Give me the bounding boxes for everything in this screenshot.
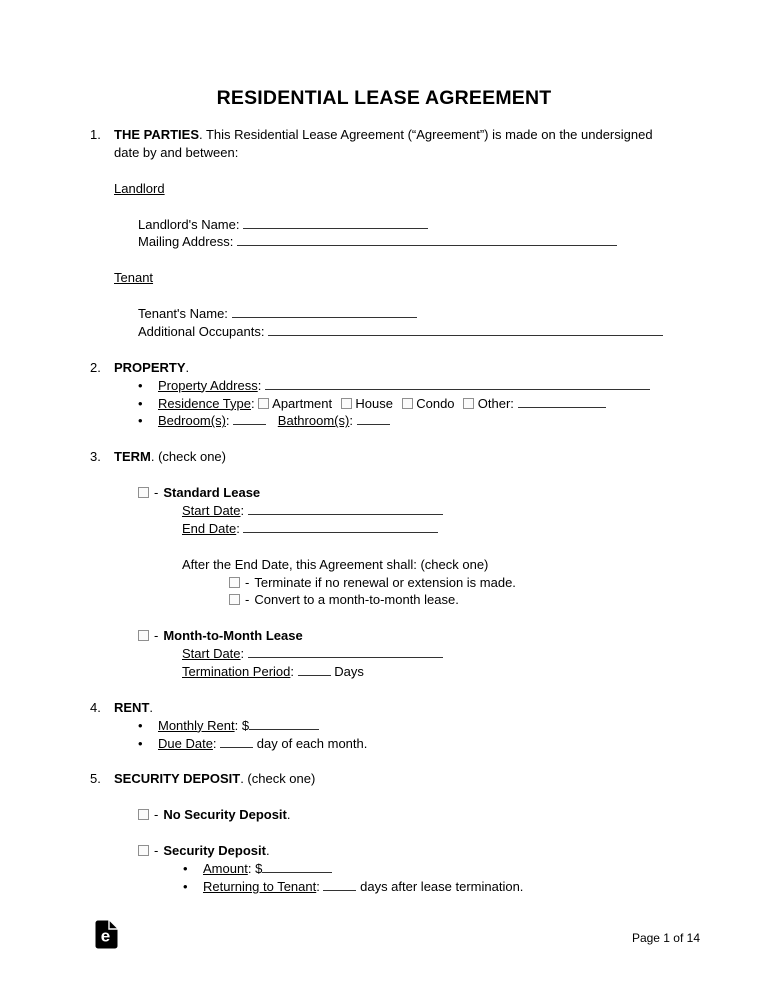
colon: : <box>290 664 295 680</box>
spacer <box>90 753 676 771</box>
property-address-row <box>138 377 676 395</box>
section-parties-intro: . This Residential Lease Agreement (“Agreement”) is made on the undersigned date by and between: <box>114 127 653 160</box>
colon: : <box>247 860 252 876</box>
landlord-name-label: Landlord's Name: <box>138 216 240 232</box>
monthly-rent-blank[interactable] <box>249 717 319 730</box>
section-term-suffix: . (check one) <box>150 449 226 465</box>
bullet-icon: • <box>138 413 143 429</box>
amount-label: Amount <box>203 860 248 876</box>
colon: : <box>240 502 245 518</box>
house-checkbox[interactable] <box>341 398 352 409</box>
dash: - <box>245 592 250 608</box>
condo-label: Condo <box>416 395 455 411</box>
spacer <box>90 609 676 627</box>
dash: - <box>154 807 159 823</box>
security-deposit-label: Security Deposit <box>163 843 266 859</box>
dollar-sign: $ <box>255 860 263 876</box>
after-end-date-text: After the End Date, this Agreement shall: (check one) <box>182 556 489 572</box>
landlord-heading <box>114 180 676 198</box>
section-property-suffix: . <box>185 359 190 375</box>
bullet-icon: • <box>138 377 143 393</box>
section-property-number: 2. <box>90 359 101 375</box>
colon: : <box>251 395 255 411</box>
termination-period-blank[interactable] <box>298 663 331 676</box>
standard-start-date-blank[interactable] <box>248 502 443 515</box>
mtm-start-date-label: Start Date <box>182 646 241 662</box>
residence-type-label: Residence Type <box>158 395 251 411</box>
mailing-address-row <box>138 233 676 251</box>
additional-occupants-row <box>138 323 676 341</box>
landlord-heading-label: Landlord <box>114 180 165 196</box>
spacer <box>90 198 676 216</box>
section-security-deposit-suffix: . (check one) <box>240 771 316 787</box>
spacer <box>90 538 676 556</box>
section-property-title: PROPERTY <box>114 359 186 375</box>
house-label: House <box>355 395 393 411</box>
returning-to-tenant-label: Returning to Tenant <box>203 878 317 894</box>
period: . <box>286 807 291 823</box>
section-term-heading <box>90 448 676 466</box>
bullet-icon: • <box>183 878 188 894</box>
due-date-label: Due Date <box>158 735 213 751</box>
bedrooms-label: Bedroom(s) <box>158 413 226 429</box>
standard-end-date-label: End Date <box>182 520 237 536</box>
standard-end-date-blank[interactable] <box>243 520 438 533</box>
terminate-option-label: Terminate if no renewal or extension is made. <box>254 574 516 590</box>
section-rent-heading <box>90 699 676 717</box>
bathrooms-label: Bathroom(s) <box>277 413 350 429</box>
section-property-heading <box>90 359 676 377</box>
section-term-title: TERM <box>114 449 151 465</box>
section-parties-title: THE PARTIES <box>114 127 199 142</box>
spacer <box>90 251 676 269</box>
document-title: RESIDENTIAL LEASE AGREEMENT <box>216 87 552 109</box>
standard-start-date-label: Start Date <box>182 502 241 518</box>
logo-letter: e <box>100 926 111 946</box>
colon: : <box>257 377 262 393</box>
bedrooms-blank[interactable] <box>233 412 266 425</box>
spacer <box>90 162 676 180</box>
spacer <box>90 788 676 806</box>
bathrooms-blank[interactable] <box>357 412 390 425</box>
colon: : <box>316 878 320 894</box>
tenant-name-label: Tenant's Name: <box>138 306 228 321</box>
no-security-deposit-label: No Security Deposit <box>163 807 287 823</box>
amount-blank[interactable] <box>262 860 332 873</box>
landlord-name-blank[interactable] <box>243 216 428 229</box>
spacer <box>90 430 676 448</box>
colon: : <box>225 413 230 429</box>
landlord-name-row <box>138 216 676 234</box>
section-rent-title: RENT <box>114 699 150 715</box>
property-address-blank[interactable] <box>265 377 650 390</box>
colon: : <box>236 520 240 536</box>
dollar-sign: $ <box>241 717 250 733</box>
standard-start-date-row <box>182 502 676 520</box>
returning-suffix: days after lease termination. <box>360 878 524 894</box>
spacer <box>90 466 676 484</box>
apartment-checkbox[interactable] <box>258 398 269 409</box>
other-label: Other: <box>477 395 514 411</box>
section-security-deposit-title: SECURITY DEPOSIT <box>114 771 241 787</box>
standard-lease-checkbox[interactable] <box>138 487 149 498</box>
mtm-start-date-blank[interactable] <box>248 645 443 658</box>
section-security-deposit-heading <box>90 770 676 788</box>
due-date-suffix: day of each month. <box>256 735 368 751</box>
month-to-month-row <box>138 627 676 645</box>
section-rent-suffix: . <box>149 699 154 715</box>
mailing-address-blank[interactable] <box>237 233 617 246</box>
security-deposit-checkbox[interactable] <box>138 845 149 856</box>
period: . <box>265 843 270 859</box>
convert-option-label: Convert to a month-to-month lease. <box>254 592 459 608</box>
termination-period-label: Termination Period <box>182 664 291 680</box>
apartment-label: Apartment <box>272 395 333 411</box>
section-rent-number: 4. <box>90 699 101 715</box>
returning-to-tenant-row <box>183 878 676 896</box>
returning-to-tenant-blank[interactable] <box>323 878 356 891</box>
due-date-row <box>138 735 676 753</box>
spacer <box>90 681 676 699</box>
colon: : <box>212 735 217 751</box>
dash: - <box>245 574 250 590</box>
dash: - <box>154 843 159 859</box>
colon: : <box>349 413 353 429</box>
tenant-heading <box>114 269 676 287</box>
termination-period-row <box>182 663 676 681</box>
bedrooms-bathrooms-row <box>138 412 676 430</box>
residence-type-row <box>138 395 676 413</box>
standard-lease-row <box>138 484 676 502</box>
bullet-icon: • <box>138 717 143 733</box>
additional-occupants-blank[interactable] <box>268 323 663 336</box>
no-security-deposit-row <box>138 806 676 824</box>
convert-option-row <box>229 591 676 609</box>
monthly-rent-label: Monthly Rent <box>158 717 235 733</box>
colon: : <box>240 646 245 662</box>
property-address-label: Property Address <box>158 377 258 393</box>
amount-row <box>183 860 676 878</box>
convert-checkbox[interactable] <box>229 594 240 605</box>
spacer <box>90 824 676 842</box>
bullet-icon: • <box>183 860 188 876</box>
terminate-option-row <box>229 574 676 592</box>
colon: : <box>234 717 239 733</box>
terminate-checkbox[interactable] <box>229 577 240 588</box>
dash: - <box>154 628 159 644</box>
page-indicator: Page 1 of 14 <box>631 931 700 945</box>
section-parties-number: 1. <box>90 127 101 142</box>
mailing-address-label: Mailing Address: <box>138 234 234 250</box>
other-checkbox[interactable] <box>463 398 474 409</box>
document-body <box>90 126 676 896</box>
month-to-month-label: Month-to-Month Lease <box>163 628 303 644</box>
month-to-month-checkbox[interactable] <box>138 630 149 641</box>
standard-end-date-row <box>182 520 676 538</box>
bullet-icon: • <box>138 735 143 751</box>
bullet-icon: • <box>138 395 143 411</box>
tenant-name-row <box>138 305 676 323</box>
monthly-rent-row <box>138 717 676 735</box>
no-security-deposit-checkbox[interactable] <box>138 809 149 820</box>
standard-lease-label: Standard Lease <box>163 485 261 501</box>
other-blank[interactable] <box>518 395 606 408</box>
spacer <box>90 341 676 359</box>
section-security-deposit-number: 5. <box>90 771 101 787</box>
spacer <box>90 287 676 305</box>
tenant-name-blank[interactable] <box>232 305 417 318</box>
tenant-heading-label: Tenant <box>114 270 154 286</box>
condo-checkbox[interactable] <box>402 398 413 409</box>
section-term-number: 3. <box>90 449 101 465</box>
mtm-start-date-row <box>182 645 676 663</box>
dash: - <box>154 485 159 501</box>
additional-occupants-label: Additional Occupants: <box>138 323 265 339</box>
section-parties-heading <box>90 126 676 162</box>
security-deposit-row <box>138 842 676 860</box>
eforms-logo <box>95 920 118 949</box>
due-date-blank[interactable] <box>220 735 253 748</box>
days-suffix: Days <box>334 664 364 680</box>
